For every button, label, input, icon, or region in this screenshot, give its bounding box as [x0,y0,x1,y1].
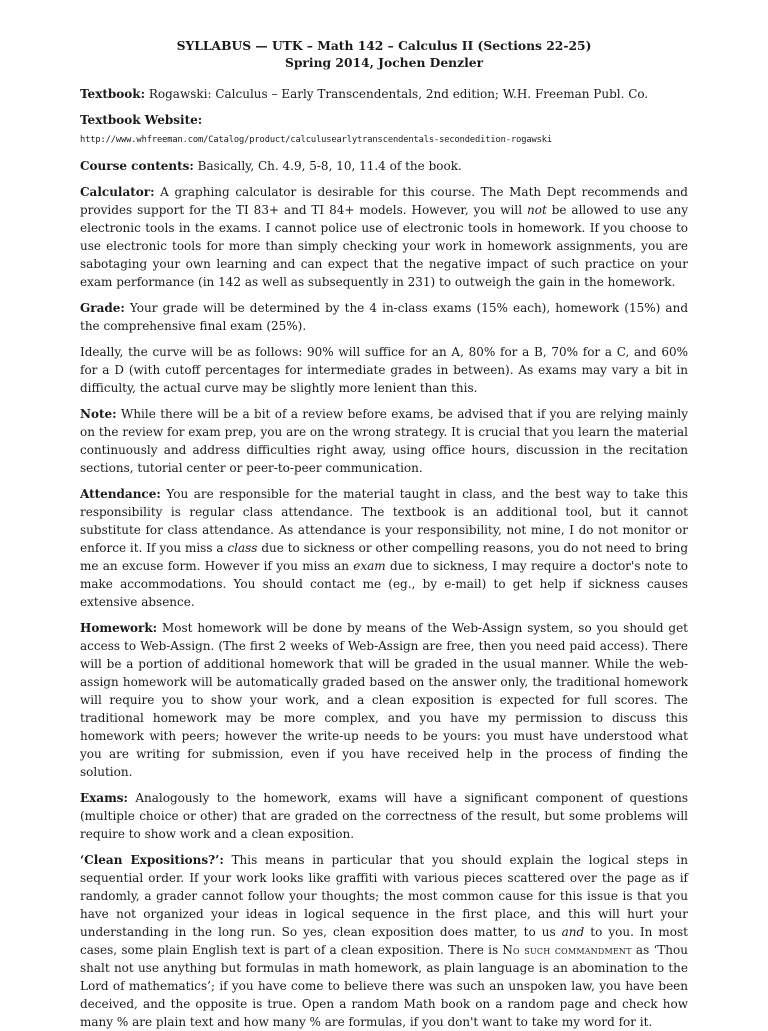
calculator-label: Calculator: [80,185,155,199]
clean-expositions-label: ‘Clean Expositions?’: [80,853,224,867]
course-contents-text: Basically, Ch. 4.9, 5-8, 10, 11.4 of the book. [193,159,462,173]
attendance-text-c: due to sickness, I may require a doctor's note to make accommodations. You should contact me (eg., by e-mail) to get help if sickness causes extensive absence. [80,559,688,609]
calculator-text-a: A graphing calculator is desirable for this course. The Math Dept recommends and provides support for the TI 83+ and TI 84+ models. However, you will [80,185,688,217]
clean-smallcaps-commandment: No such commandment [502,943,632,957]
textbook-label: Textbook: [80,87,146,101]
exams-label: Exams: [80,791,128,805]
textbook-text: Rogawski: Calculus – Early Transcendentals, 2nd edition; W.H. Freeman Publ. Co. [145,87,649,101]
course-contents-label: Course contents: [80,159,194,173]
attendance-paragraph [80,485,688,611]
header-line-2: Spring 2014, Jochen Denzler [284,55,484,70]
grade-curve-paragraph: Ideally, the curve will be as follows: 90% will suffice for an A, 80% for a B, 70% for a C, and 60% for a D (with cutoff percentages for intermediate grades in between). As exams may vary a bit in difficulty, the actual curve may be slightly more lenient than this. [80,345,688,395]
clean-expositions-paragraph [80,851,688,1031]
note-paragraph [80,405,688,477]
homework-paragraph [80,619,688,781]
clean-text-b: to you. In most cases, some plain English text is part of a clean exposition. There is [80,925,688,957]
clean-text-a: This means in particular that you should explain the logical steps in sequential order. If your work looks like graffiti with various pieces scattered over the page as if randomly, a grader cannot follow your thoughts; the most common cause for this issue is that you have not organized your ideas in logical sequence in the first place, and this will hurt your understanding in the long run. So yes, clean exposition does matter, to us [80,853,688,939]
grade-label: Grade: [80,301,125,315]
note-text: While there will be a bit of a review before exams, be advised that if you are relying mainly on the review for exam prep, you are on the wrong strategy. It is crucial that you learn the material continuously and address difficulties right away, using office hours, discussion in the recitation sections, tutorial center or peer-to-peer communication. [80,407,688,475]
website-label-paragraph [80,111,688,129]
note-label: Note: [80,407,117,421]
attendance-emphasis-class: class [227,541,258,555]
calculator-text-b: be allowed to use any electronic tools in the exams. I cannot police use of electronic tools in homework. If you choose to use electronic tools for more than simply checking your work in homework assignments, you are sabotaging your own learning and can expect that the negative impact of such practice on your exam performance (in 142 as well as subsequently in 231) to outweigh the gain in the homework. [80,203,689,289]
clean-emphasis-and: and [561,925,585,939]
header-line-1: SYLLABUS — UTK – Math 142 – Calculus II (Sections 22-25) [176,38,592,53]
website-label: Textbook Website: [80,113,203,127]
course-contents-paragraph [80,157,688,175]
attendance-label: Attendance: [80,487,161,501]
calculator-paragraph [80,183,688,291]
calculator-emphasis: not [526,203,547,217]
attendance-text-b: due to sickness or other compelling reasons, you do not need to bring me an excuse form. However if you miss an [80,541,689,573]
homework-text: Most homework will be done by means of the Web-Assign system, so you should get access to Web-Assign. (The first 2 weeks of Web-Assign are free, then you need paid access). There will be a portion of additional homework that will be graded in the usual manner. While the web-assign homework will be automatically graded based on the answer only, the traditional homework will require you to show your work, and a clean exposition is expected for full scores. The traditional homework may be more complex, and you have my permission to discuss this homework with peers; however the write-up needs to be yours: you must have understood what you are writing for submission, even if you have received help in the process of finding the solution. [80,621,688,779]
exams-paragraph [80,789,688,843]
attendance-emphasis-exam: exam [353,559,386,573]
grade-text: Your grade will be determined by the 4 in-class exams (15% each), homework (15%) and the comprehensive final exam (25%). [80,301,688,333]
grade-paragraph [80,299,688,335]
textbook-website-link[interactable]: http://www.whfreeman.com/Catalog/product/calculusearlytranscendentals-secondedition-rogawski [80,135,552,145]
homework-label: Homework: [80,621,158,635]
exams-text: Analogously to the homework, exams will have a significant component of questions (multiple choice or other) that are graded on the correctness of the result, but some problems will require to show work and a clean exposition. [80,791,688,841]
attendance-text-a: You are responsible for the material taught in class, and the best way to take this responsibility is regular class attendance. The textbook is an additional tool, but it cannot substitute for class attendance. As attendance is your responsibility, not mine, I do not monitor or enforce it. If you miss a [80,487,688,555]
textbook-paragraph [80,85,688,103]
website-url-paragraph [80,129,688,149]
clean-text-c: as ‘Thou shalt not use anything but formulas in math homework, as plain language is an abomination to the Lord of mathematics’; if you have come to believe there was such an unspoken law, you have been deceived, and the opposite is true. Open a random Math book on a random page and check how many % are plain text and how many % are formulas, if you don't want to take my word for it. [80,943,688,1029]
syllabus-header [80,37,688,71]
